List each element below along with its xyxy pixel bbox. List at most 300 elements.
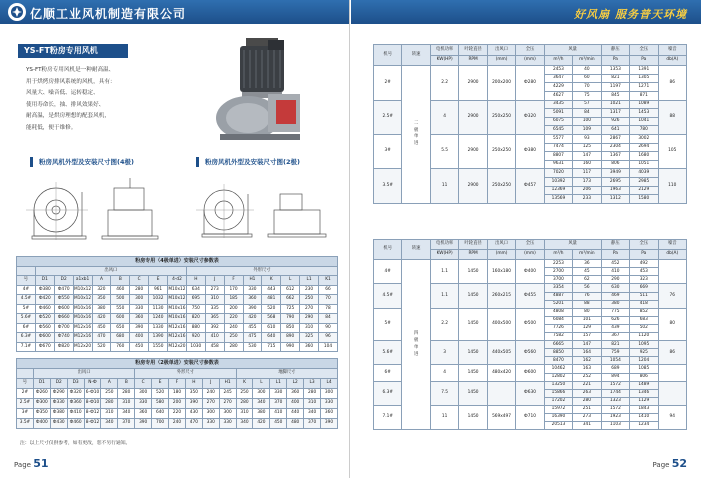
table-cell: 290 xyxy=(300,314,319,324)
table-cell: 8-Ф10 xyxy=(84,399,101,409)
outlet-cell: 480x420 xyxy=(487,365,515,381)
page-number: 51 xyxy=(33,457,49,470)
product-description xyxy=(26,65,176,134)
table-cell: 250 xyxy=(300,295,319,305)
table-cell: 173 xyxy=(573,177,601,186)
column-header: 静压 xyxy=(601,45,629,56)
table-cell: Ф330 xyxy=(50,399,67,409)
left-page xyxy=(0,0,350,478)
table-cell: 78 xyxy=(319,304,338,314)
table-cell: Ф300 xyxy=(33,399,50,409)
table-cell: Ф740 xyxy=(54,333,73,343)
drawing-4pole xyxy=(22,172,172,242)
table-cell: 850 xyxy=(281,323,300,333)
table-cell: 662 xyxy=(281,295,300,305)
table-cell: 310 xyxy=(118,399,135,409)
column-header: 全压 xyxy=(516,240,544,250)
noise-cell: 76 xyxy=(658,284,686,308)
table-cell: 310 xyxy=(300,323,319,333)
table-cell: 4887 xyxy=(544,292,572,300)
table-cell: Ф600 xyxy=(54,304,73,314)
column-header: E xyxy=(152,379,169,389)
table-cell: 1312 xyxy=(601,195,629,204)
table-cell: 1572 xyxy=(601,381,629,389)
install-table-2pole xyxy=(16,358,338,429)
column-header: 噪音 xyxy=(658,240,686,250)
table-cell: Ф700 xyxy=(54,323,73,333)
table-cell: 280 xyxy=(101,399,118,409)
table-cell: 2700 xyxy=(544,268,572,276)
column-header: 转速 xyxy=(402,240,430,260)
table-cell: 221 xyxy=(573,381,601,389)
column-header: D3 xyxy=(67,379,84,389)
table-cell: 15866 xyxy=(544,389,572,397)
table-cell: 1271 xyxy=(630,83,658,92)
table-cell: 84 xyxy=(319,314,338,324)
table-cell: 80 xyxy=(573,308,601,316)
table-cell: 263 xyxy=(573,389,601,397)
table-cell: 2129 xyxy=(630,186,658,195)
table-cell: 5201 xyxy=(544,300,572,308)
table-cell: 3949 xyxy=(601,169,629,178)
table-cell: 360 xyxy=(135,409,152,419)
desc-line: 能耗低，便于维修。 xyxy=(26,124,77,131)
unit-header: (mm) xyxy=(516,250,544,260)
table-row xyxy=(17,295,338,305)
table-cell: 40 xyxy=(573,66,601,75)
table-cell: 410 xyxy=(205,333,224,343)
table-cell: 310 xyxy=(101,409,118,419)
table-cell: 330 xyxy=(321,399,338,409)
column-header: D1 xyxy=(33,379,50,389)
table-cell: 500 xyxy=(111,295,130,305)
table-cell: M10x16 xyxy=(73,314,92,324)
table-cell: 1843 xyxy=(630,405,658,413)
table-cell: 290 xyxy=(601,276,629,284)
table-cell: 1550 xyxy=(149,342,168,352)
column-header: a1xb1 xyxy=(73,276,92,286)
table-cell: 470 xyxy=(185,419,202,429)
table-cell: 160 xyxy=(573,160,601,169)
table-cell: Ф460 xyxy=(67,419,84,429)
column-header: 静压 xyxy=(601,240,629,250)
table-cell: 880 xyxy=(186,323,205,333)
table-cell: 520 xyxy=(262,304,281,314)
table-cell: 200 xyxy=(169,399,186,409)
table-cell: M10x16 xyxy=(168,304,187,314)
table-cell: 725 xyxy=(281,304,300,314)
column-header: 出风口 xyxy=(487,45,515,56)
table-cell: 634 xyxy=(186,285,205,295)
table-cell: 520 xyxy=(92,342,111,352)
power-cell: 4 xyxy=(430,365,458,381)
table-cell: 7582 xyxy=(544,333,572,341)
table-cell: M10x12 xyxy=(168,285,187,295)
table-cell: 1572 xyxy=(601,405,629,413)
table-cell: 520 xyxy=(152,389,169,399)
table-cell: 70 xyxy=(573,83,601,92)
table-cell: Ф670 xyxy=(35,342,54,352)
drawing2-title: 粉房风机外型及安装尺寸图(2极) xyxy=(196,157,300,167)
rpm-cell: 1450 xyxy=(459,341,487,365)
table-cell: 759 xyxy=(601,349,629,357)
group-header: 外形尺寸 xyxy=(135,369,236,379)
table-cell: 13250 xyxy=(544,381,572,389)
group-header: 出风口 xyxy=(35,266,186,276)
rpm-cell: 2900 xyxy=(459,169,487,203)
table-cell: Ф660 xyxy=(54,314,73,324)
diameter-cell: Ф500 xyxy=(516,308,544,340)
table-cell: 370 xyxy=(118,419,135,429)
table-cell: 8-Ф12 xyxy=(84,419,101,429)
diameter-cell: Ф560 xyxy=(516,341,544,365)
table-cell: Ф420 xyxy=(35,295,54,305)
column-header: 机号 xyxy=(374,240,402,260)
table-cell: 1317 xyxy=(601,109,629,118)
table-cell: 1346 xyxy=(630,389,658,397)
table-cell: 129 xyxy=(573,324,601,332)
unit-header: KW(HP) xyxy=(430,55,458,66)
table-cell: 1054 xyxy=(601,357,629,365)
unit-header: Pa xyxy=(630,55,658,66)
column-header: D1 xyxy=(35,276,54,286)
rpm-cell: 2900 xyxy=(459,66,487,100)
table-cell: 1744 xyxy=(601,389,629,397)
table-cell: 36 xyxy=(573,260,601,268)
right-page xyxy=(351,0,701,478)
table-cell: 9631 xyxy=(544,160,572,169)
table-cell: 10462 xyxy=(544,365,572,373)
drawing-2pole xyxy=(190,172,340,242)
column-header: H xyxy=(186,276,205,286)
table-cell: 1129 xyxy=(630,397,658,405)
rpm-cell: 2900 xyxy=(459,100,487,134)
table-cell: 1021 xyxy=(601,100,629,109)
group-header xyxy=(17,266,36,276)
table-cell: 84 xyxy=(573,109,601,118)
table-cell: 3# xyxy=(17,409,34,419)
table-cell: 1120 xyxy=(630,333,658,341)
table-cell: 240 xyxy=(224,323,243,333)
table-cell: 109 xyxy=(573,126,601,135)
table-cell: 455 xyxy=(243,323,262,333)
noise-cell: 80 xyxy=(658,308,686,340)
table-cell: 180 xyxy=(169,389,186,399)
table-cell: 93 xyxy=(573,134,601,143)
table-cell: M10x12 xyxy=(168,295,187,305)
outlet-cell: 569x497 xyxy=(487,405,515,429)
table-cell: 2694 xyxy=(630,143,658,152)
table-cell: 390 xyxy=(185,399,202,409)
table-cell: 273 xyxy=(573,413,601,421)
column-header: N-Ф xyxy=(84,379,101,389)
table-cell: 280 xyxy=(118,389,135,399)
table-cell: 1923 xyxy=(601,413,629,421)
table-cell: 806 xyxy=(601,160,629,169)
table-cell: 330 xyxy=(130,304,149,314)
table-cell: 5.6# xyxy=(17,314,36,324)
model-cell: 4# xyxy=(374,260,402,284)
table-row xyxy=(374,66,687,75)
table-row xyxy=(17,419,338,429)
table-cell: 310 xyxy=(205,295,224,305)
table-cell: Ф820 xyxy=(54,342,73,352)
model-cell: 6.3# xyxy=(374,381,402,405)
table-cell: 330 xyxy=(135,399,152,409)
table-cell: 350 xyxy=(185,389,202,399)
table-cell: 640 xyxy=(152,409,169,419)
table-cell: 8-Ф12 xyxy=(84,409,101,419)
table-cell: 76 xyxy=(573,292,601,300)
table-cell: 925 xyxy=(630,349,658,357)
table-cell: 3002 xyxy=(630,134,658,143)
table-note: 注：以上尺寸仅供参考，如有更改，恕不另行通知。 xyxy=(20,441,131,446)
table-cell: 185 xyxy=(224,295,243,305)
table-cell: 15972 xyxy=(544,405,572,413)
column-header: 全压 xyxy=(630,240,658,250)
table-cell: M12x20 xyxy=(168,342,187,352)
unit-header: Pa xyxy=(601,55,629,66)
table-cell: 1353 xyxy=(601,66,629,75)
page-footer-right xyxy=(653,457,688,470)
column-header: 电机功率 xyxy=(430,45,458,56)
table-cell: 270 xyxy=(202,399,219,409)
model-cell: 3# xyxy=(374,134,402,168)
column-header: 风量 xyxy=(544,45,601,56)
noise-cell: 86 xyxy=(658,66,686,100)
table-cell: 6.3# xyxy=(17,333,36,343)
table-cell: 300 xyxy=(321,389,338,399)
outlet-cell: 260x215 xyxy=(487,284,515,308)
table-cell: 1391 xyxy=(630,66,658,75)
table-cell: 360 xyxy=(287,389,304,399)
table-cell: 250 xyxy=(224,333,243,343)
table-cell: 689 xyxy=(601,365,629,373)
power-cell: 1.1 xyxy=(430,284,458,308)
table-cell: 3700 xyxy=(544,276,572,284)
table-cell: 280 xyxy=(236,399,253,409)
table-cell: Ф520 xyxy=(35,314,54,324)
table-cell: 475 xyxy=(243,333,262,343)
table-cell: 4627 xyxy=(544,91,572,100)
unit-header: (mm) xyxy=(487,250,515,260)
table-cell: 1041 xyxy=(630,117,658,126)
table-cell: 1030 xyxy=(186,342,205,352)
table-cell: 6075 xyxy=(544,117,572,126)
table-cell: 1323 xyxy=(601,397,629,405)
table-title: 粉房专用（4极单进）安装尺寸参数表 xyxy=(17,257,338,267)
column-header: F xyxy=(169,379,186,389)
table-cell: 330 xyxy=(270,389,287,399)
table-cell: 220 xyxy=(224,314,243,324)
table-cell: 630 xyxy=(601,284,629,292)
power-cell: 3 xyxy=(430,341,458,365)
table-cell: 350 xyxy=(92,295,111,305)
diameter-cell: Ф710 xyxy=(516,405,544,429)
table-cell: 780 xyxy=(630,126,658,135)
table-cell: Ф460 xyxy=(35,304,54,314)
table-cell: 3354 xyxy=(544,284,572,292)
table-cell: 13569 xyxy=(544,195,572,204)
table-cell: 230 xyxy=(300,285,319,295)
table-cell: 683 xyxy=(630,316,658,324)
table-cell: Ф350 xyxy=(33,409,50,419)
table-cell: 806 xyxy=(630,373,658,381)
page-number: 52 xyxy=(671,457,687,470)
table-cell: 2# xyxy=(17,389,34,399)
desc-line: 使用寿命长，抽、排风效果好、 xyxy=(26,101,105,108)
performance-table-4pole xyxy=(373,239,687,430)
table-cell: 370 xyxy=(304,419,321,429)
table-cell: 420 xyxy=(253,419,270,429)
table-cell: 610 xyxy=(262,323,281,333)
noise-cell: 88 xyxy=(658,100,686,134)
table-cell: 330 xyxy=(219,419,236,429)
table-cell: Ф320 xyxy=(67,389,84,399)
table-cell: 568 xyxy=(262,314,281,324)
table-cell: 75 xyxy=(573,91,601,100)
unit-header: (mm) xyxy=(516,55,544,66)
table-cell: 5# xyxy=(17,304,36,314)
slogan: 好风扇 服务普天环境 xyxy=(574,8,687,21)
column-header: 出风口 xyxy=(487,240,515,250)
power-cell: 2.2 xyxy=(430,66,458,100)
table-cell: 2304 xyxy=(601,143,629,152)
table-cell: 57 xyxy=(573,100,601,109)
table-cell: 200 xyxy=(224,304,243,314)
unit-header: db(A) xyxy=(658,250,686,260)
table-cell: 4808 xyxy=(544,308,572,316)
table-cell: 1204 xyxy=(630,357,658,365)
diameter-cell: Ф455 xyxy=(516,284,544,308)
table-cell: Ф470 xyxy=(54,285,73,295)
table-cell: 6665 xyxy=(544,341,572,349)
table-cell: 410 xyxy=(270,409,287,419)
table-cell: 360 xyxy=(321,409,338,419)
unit-header: m³/min xyxy=(573,55,601,66)
table-cell: 300 xyxy=(219,409,236,419)
table-cell: M10x16 xyxy=(73,304,92,314)
rpm-cell: 1450 xyxy=(459,405,487,429)
table-cell: 492 xyxy=(630,260,658,268)
table-cell: 310 xyxy=(236,409,253,419)
table-cell: 1330 xyxy=(149,323,168,333)
table-cell: 450 xyxy=(92,323,111,333)
table-cell: 7020 xyxy=(544,169,572,178)
table-cell: 323 xyxy=(630,276,658,284)
table-cell: M12x16 xyxy=(168,333,187,343)
table-cell: 8850 xyxy=(544,349,572,357)
rpm-cell: 2900 xyxy=(459,134,487,168)
table-cell: 8470 xyxy=(544,357,572,365)
column-header: D2 xyxy=(54,276,73,286)
table-cell: 926 xyxy=(601,117,629,126)
unit-header: RPM xyxy=(459,250,487,260)
table-cell: 1130 xyxy=(149,304,168,314)
table-cell: 12369 xyxy=(544,186,572,195)
table-cell: 4039 xyxy=(630,169,658,178)
table-cell: 104 xyxy=(319,342,338,352)
table-row xyxy=(17,285,338,295)
table-cell: 101 xyxy=(573,316,601,324)
column-header: E xyxy=(149,276,168,286)
column-header: 叶轮直径 xyxy=(459,45,487,56)
table-cell: 1580 xyxy=(630,195,658,204)
table-cell: 370 xyxy=(270,399,287,409)
unit-header: KW(HP) xyxy=(430,250,458,260)
table-cell: M12x16 xyxy=(73,333,92,343)
table-cell: 6545 xyxy=(544,126,572,135)
table-cell: 452 xyxy=(601,260,629,268)
table-cell: 1453 xyxy=(630,109,658,118)
drawing1-title: 粉房风机外型及安装尺寸图(4极) xyxy=(30,157,134,167)
model-cell: 6# xyxy=(374,365,402,381)
column-header: 号 xyxy=(17,276,36,286)
table-cell: 340 xyxy=(118,409,135,419)
table-cell: 100 xyxy=(573,117,601,126)
table-cell: Ф430 xyxy=(50,419,67,429)
header-band-right xyxy=(351,0,701,24)
table-cell: 1085 xyxy=(630,365,658,373)
table-cell: 162 xyxy=(573,357,601,365)
power-cell: 7.5 xyxy=(430,381,458,405)
diameter-cell: Ф400 xyxy=(516,260,544,284)
table-cell: 469 xyxy=(601,292,629,300)
table-row xyxy=(17,333,338,343)
table-cell: 820 xyxy=(186,314,205,324)
table-cell: 430 xyxy=(185,409,202,419)
table-cell: 821 xyxy=(601,341,629,349)
table-cell: 2453 xyxy=(544,66,572,75)
table-cell: 335 xyxy=(205,304,224,314)
column-header: F xyxy=(224,276,243,286)
table-cell: 640 xyxy=(262,333,281,343)
column-header: H xyxy=(185,379,202,389)
table-cell: 340 xyxy=(236,419,253,429)
column-header: 电机功率 xyxy=(430,240,458,250)
noise-cell: 94 xyxy=(658,405,686,429)
table-cell: 10392 xyxy=(544,177,572,186)
table-cell: 330 xyxy=(202,419,219,429)
table-title: 粉房专用（2极单进）安装尺寸参数表 xyxy=(17,359,338,369)
noise-cell xyxy=(658,260,686,284)
table-cell: Ф360 xyxy=(67,399,84,409)
column-header: L1 xyxy=(300,276,319,286)
table-cell: 700 xyxy=(152,419,169,429)
table-cell: 680 xyxy=(111,333,130,343)
table-cell: 1390 xyxy=(149,333,168,343)
table-cell: 56 xyxy=(573,284,601,292)
rpm-cell: 1450 xyxy=(459,260,487,284)
table-cell: 250 xyxy=(101,389,118,399)
table-cell: 20513 xyxy=(544,422,572,430)
unit-header: db(A) xyxy=(658,55,686,66)
table-cell: M10x16 xyxy=(168,314,187,324)
table-cell: 360 xyxy=(130,314,149,324)
column-header: B xyxy=(118,379,135,389)
unit-header: Pa xyxy=(601,250,629,260)
column-header: J xyxy=(202,379,219,389)
table-cell: 273 xyxy=(205,285,224,295)
table-cell: 641 xyxy=(601,126,629,135)
table-cell: Ф600 xyxy=(35,333,54,343)
outlet-cell: 250x250 xyxy=(487,134,515,168)
table-cell: 550 xyxy=(111,304,130,314)
pole-cell: 四 极 单 进 xyxy=(402,260,430,430)
unit-header: (mm) xyxy=(487,55,515,66)
table-cell: Ф550 xyxy=(54,295,73,305)
table-cell: 669 xyxy=(630,284,658,292)
